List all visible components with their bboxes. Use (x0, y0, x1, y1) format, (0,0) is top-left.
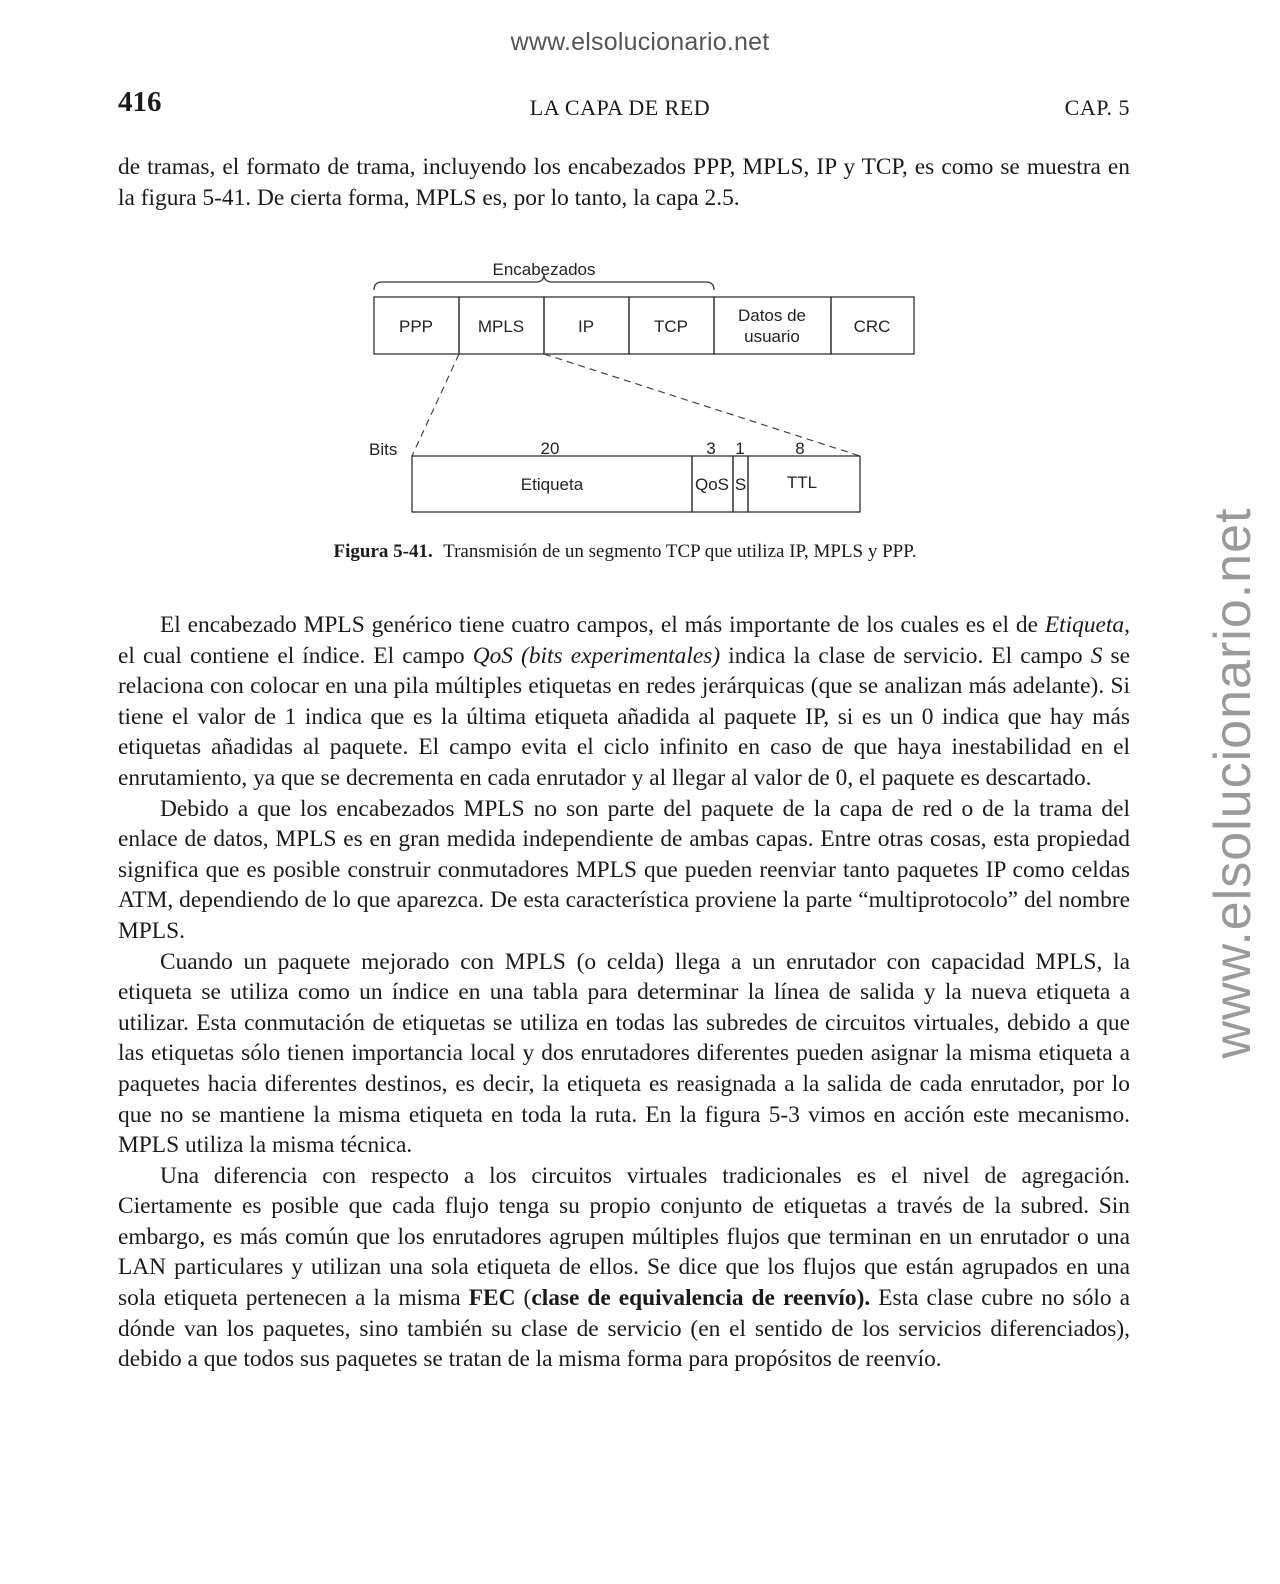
p4-fec-definition: clase de equivalencia de reenvío). (531, 1285, 871, 1312)
chapter-ref: CAP. 5 (1064, 95, 1130, 120)
p4-fec-term: FEC (468, 1285, 516, 1312)
brace-label: Encabezados (492, 260, 596, 279)
watermark-side: www.elsolucionario.net (1204, 507, 1262, 1059)
chapter-title: LA CAPA DE RED (529, 95, 711, 120)
label-s: S (734, 475, 747, 494)
label-ip: IP (577, 317, 595, 336)
intro-text: de tramas, el formato de trama, incluyendo los encabezados PPP, MPLS, IP y TCP, es como se muestra en la figura 5-41. De cierta forma, MPLS es, por lo tanto, la capa 2.5. (118, 154, 1130, 211)
p1-text-c: , el cual contiene el índice. El campo (118, 612, 1130, 669)
label-data-1: Datos de (737, 306, 807, 325)
paragraph-1 (118, 610, 1130, 794)
figure-caption (0, 541, 1250, 563)
watermark-top: www.elsolucionario.net (510, 28, 770, 56)
frame (374, 297, 914, 354)
intro-paragraph (118, 152, 1130, 213)
expand-line-left (412, 354, 459, 456)
p1-s-term: S (1090, 642, 1103, 669)
p4-text-e: Esta clase cubre no sólo a dónde van los paquetes, sino también su clase de servicio (en el sentido de los servicios diferenciados), debido a que todos sus paquetes se tratan de la misma forma para propósitos de reenvío. (118, 1285, 1131, 1373)
paragraph-2: Debido a que los encabezados MPLS no son parte del paquete de la capa de red o de la trama del enlace de datos, MPLS es en gran medida independiente de ambas capas. Entre otras cosas, esta propiedad significa que es posible construir conmutadores MPLS que pueden reenviar tanto paquetes IP como celdas ATM, dependiendo de lo que aparezca. De esta característica proviene la parte “multiprotocolo” del nombre MPLS. (118, 795, 1130, 944)
p1-etiqueta-term: Etiqueta (1044, 612, 1125, 638)
paragraph-4 (118, 1161, 1130, 1375)
p1-text-a: El encabezado MPLS genérico tiene cuatro campos, el más importante de los cuales es el de (160, 612, 1045, 638)
p1-text-e: indica la clase de servicio. El campo (720, 642, 1091, 669)
bits-20: 20 (540, 439, 560, 458)
p4-text-c: ( (515, 1285, 532, 1312)
label-ppp: PPP (398, 317, 434, 336)
label-mpls: MPLS (477, 317, 525, 336)
label-crc: CRC (853, 317, 891, 336)
bits-3: 3 (706, 439, 716, 458)
caption-text: Transmisión de un segmento TCP que utiliza IP, MPLS y PPP. (443, 541, 917, 562)
paragraph-3: Cuando un paquete mejorado con MPLS (o celda) llega a un enrutador con capacidad MPLS, la etiqueta se utiliza como un índice en una tabla para determinar la línea de salida y la nueva etiqueta a utilizar. Esta conmutación de etiquetas se utiliza en todas las subredes de circuitos virtuales, debido a que las etiquetas sólo tienen importancia local y dos enrutadores diferentes pueden asignar la misma etiqueta a paquetes hacia diferentes destinos, es decir, la etiqueta es reasignada a la salida de cada enrutador, por lo que no se mantiene la misma etiqueta en toda la ruta. En la figura 5-3 vimos en acción este mecanismo. MPLS utiliza la misma técnica. (118, 948, 1130, 1159)
label-tcp: TCP (654, 317, 688, 336)
bits-1: 1 (735, 439, 745, 458)
body-text (118, 610, 1130, 1375)
mpls-diagram (360, 252, 930, 522)
p1-text-g: se relaciona con colocar en una pila múltiples etiquetas en redes jerárquicas (que se analizan más adelante). Si tiene el valor de 1 indica que es la última etiqueta añadida al paquete IP, si es un 0 indica que hay más etiquetas añadidas al paquete. El campo evita el ciclo infinito en caso de que haya inestabilidad en el enrutamiento, ya que se decrementa en cada enrutador y al llegar al valor de 0, el paquete es descartado. (118, 642, 1130, 791)
label-qos: QoS (694, 475, 730, 494)
page-number: 416 (118, 86, 162, 118)
p1-qos-term: QoS (bits experimentales) (472, 642, 721, 669)
p4-text-a: Una diferencia con respecto a los circuitos virtuales tradicionales es el nivel de agregación. Ciertamente es posible que cada flujo tenga su propio conjunto de etiquetas a través de la subred. Sin embargo, es más común que los enrutadores agrupen múltiples flujos que terminan en un enrutador o una LAN particulares y utilizan una sola etiqueta de ellos. Se dice que los flujos que están agrupados en una sola etiqueta pertenecen a la misma (118, 1162, 1130, 1312)
caption-label: Figura 5-41. (333, 541, 433, 562)
label-ttl: TTL (786, 473, 818, 492)
label-etiqueta: Etiqueta (520, 475, 584, 494)
bits-8: 8 (795, 439, 805, 458)
expand-line-right (544, 354, 860, 456)
bits-label: Bits (369, 440, 398, 459)
label-data-2: usuario (744, 327, 800, 346)
